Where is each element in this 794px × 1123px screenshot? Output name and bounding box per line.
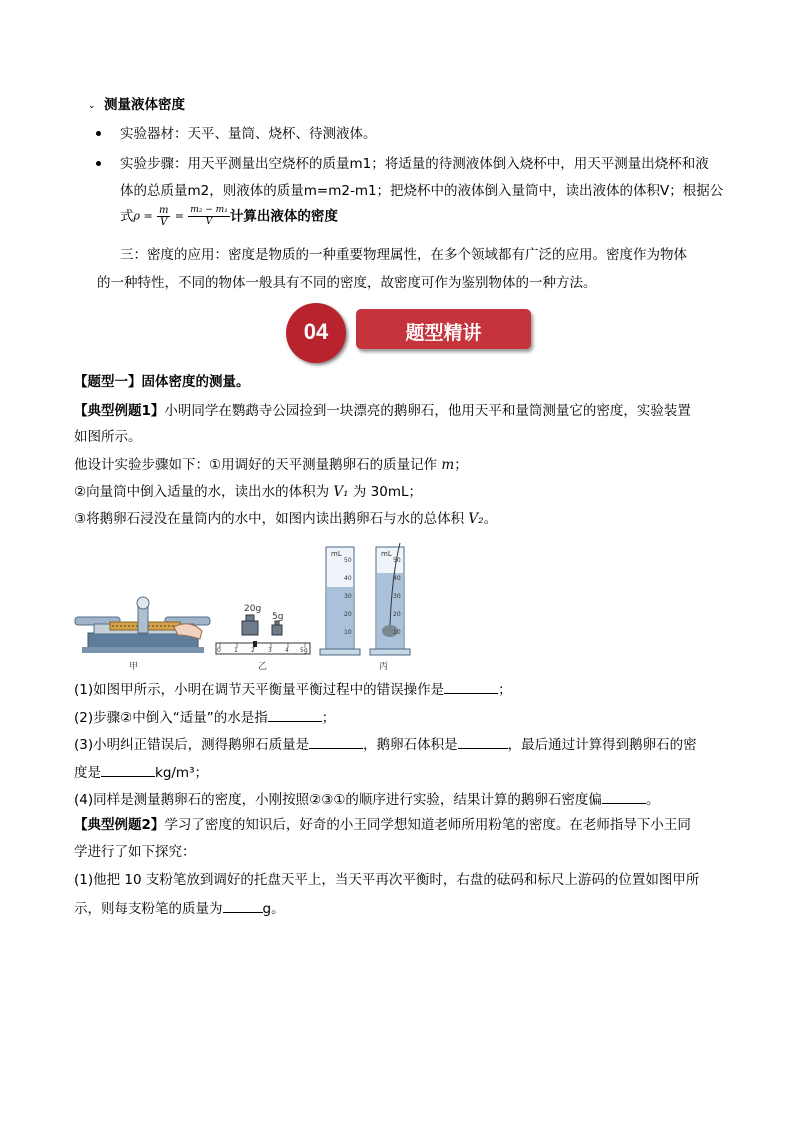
design-line: 他设计实验步骤如下：①用调好的天平测量鹅卵石的质量记作 m； [74, 457, 468, 473]
question-2: (2)步骤②中倒入“适量”的水是指 ； [74, 707, 335, 727]
answer-blank[interactable] [309, 734, 363, 749]
bullet-icon [96, 161, 101, 166]
cylinder-tick: 10 [393, 629, 401, 636]
formula-fraction-1: $\frac{m}{V}$ [158, 205, 169, 228]
answer-blank[interactable] [101, 762, 155, 777]
weight-5g-label: 5g [272, 612, 284, 622]
answer-blank[interactable] [444, 679, 498, 694]
cylinder-tick: 50 [344, 557, 352, 564]
cylinder-tick: 50 [393, 557, 401, 564]
answer-blank[interactable] [602, 789, 646, 804]
cylinder-unit-right: mL [381, 550, 392, 558]
weights-illustration [216, 615, 310, 654]
application-line-1: 三：密度的应用：密度是物质的一种重要物理属性，在多个领域都有广泛的应用。密度作为物体 [120, 247, 687, 263]
scale-tick: 0 [217, 647, 221, 654]
example2-line-1: 【典型例题2】学习了密度的知识后，好奇的小王同学想知道老师所用粉笔的密度。在老师指导下小王同 [74, 817, 691, 833]
bullet-icon [96, 131, 101, 136]
cylinder-tick: 30 [393, 593, 401, 600]
example1-line-1: 【典型例题1】小明同学在鹦鹉寺公园捡到一块漂亮的鹅卵石，他用天平和量筒测量它的密度，实验装置 [74, 403, 691, 419]
formula-prefix: 式 [120, 208, 134, 225]
scale-tick: 1 [234, 647, 238, 654]
cylinder-tick: 40 [393, 575, 401, 582]
answer-blank[interactable] [458, 734, 508, 749]
step3-line: ③将鹅卵石浸没在量筒内的水中，如图内读出鹅卵石与水的总体积 V₂。 [74, 511, 498, 527]
answer-blank[interactable] [223, 898, 263, 913]
steps-line-1: 实验步骤：用天平测量出空烧杯的质量m1；将适量的待测液体倒入烧杯中，用天平测量出烧杯和液 [120, 156, 709, 172]
example2-q1-line-1: (1)他把 10 支粉笔放到调好的托盘天平上，当天平再次平衡时，右盘的砝码和标尺上游码的位置如图甲所 [74, 872, 700, 888]
formula-fraction-2: $\frac{\text{m₂ − m₁}}{V}$ [190, 205, 228, 227]
materials-text: 实验器材：天平、量筒、烧杯、待测液体。 [120, 126, 377, 142]
check-icon: ⌄ [88, 101, 96, 111]
type1-title: 【题型一】固体密度的测量。 [74, 374, 250, 390]
cylinder-unit-left: mL [331, 550, 342, 558]
cylinder-tick: 20 [393, 611, 401, 618]
cylinder-tick: 20 [344, 611, 352, 618]
section-title-banner: 题型精讲 [356, 309, 531, 349]
formula-rho: ρ = [133, 209, 153, 223]
question-3-line-1: (3)小明纠正错误后，测得鹅卵石质量是 ，鹅卵石体积是 ，最后通过计算得到鹅卵石的密 [74, 734, 697, 754]
question-1: (1)如图甲所示，小明在调节天平衡量平衡过程中的错误操作是 ； [74, 679, 512, 699]
formula-equals: = [174, 209, 184, 223]
question-3-line-2: 度是 kg/m³； [74, 762, 208, 782]
figure-label-bing: 丙 [379, 662, 389, 672]
section-number-badge: 04 [286, 303, 346, 363]
scale-tick: 2 [251, 647, 255, 654]
example2-line-2: 学进行了如下探究： [74, 844, 196, 860]
scale-tick: 4 [285, 647, 289, 654]
cylinder-tick: 30 [344, 593, 352, 600]
figure-label-jia: 甲 [129, 662, 139, 672]
example2-q1-line-2: 示，则每支粉笔的质量为 g。 [74, 898, 285, 918]
example1-line-2: 如图所示。 [74, 429, 142, 445]
formula-line [120, 205, 338, 239]
cylinder-tick: 10 [344, 629, 352, 636]
steps-line-2: 体的总质量m2，则液体的质量m=m2-m1；把烧杯中的液体倒入量筒中，读出液体的体积V；根据公 [120, 183, 724, 199]
figure-label-yi: 乙 [258, 662, 268, 672]
scale-tick: 3 [268, 647, 272, 654]
section-heading: 测量液体密度 [104, 97, 185, 113]
scale-tick: 5g [300, 647, 308, 654]
formula-suffix: 计算出液体的密度 [229, 208, 338, 225]
weight-20g-label: 20g [244, 604, 262, 614]
question-4: (4)同样是测量鹅卵石的密度，小刚按照②③①的顺序进行实验，结果计算的鹅卵石密度偏 。 [74, 789, 659, 809]
answer-blank[interactable] [268, 707, 322, 722]
balance-illustration [75, 597, 210, 653]
application-line-2: 的一种特性，不同的物体一般具有不同的密度，故密度可作为鉴别物体的一种方法。 [97, 275, 597, 291]
step2-line: ②向量筒中倒入适量的水，读出水的体积为 V₁ 为 30mL； [74, 484, 423, 500]
cylinder-tick: 40 [344, 575, 352, 582]
